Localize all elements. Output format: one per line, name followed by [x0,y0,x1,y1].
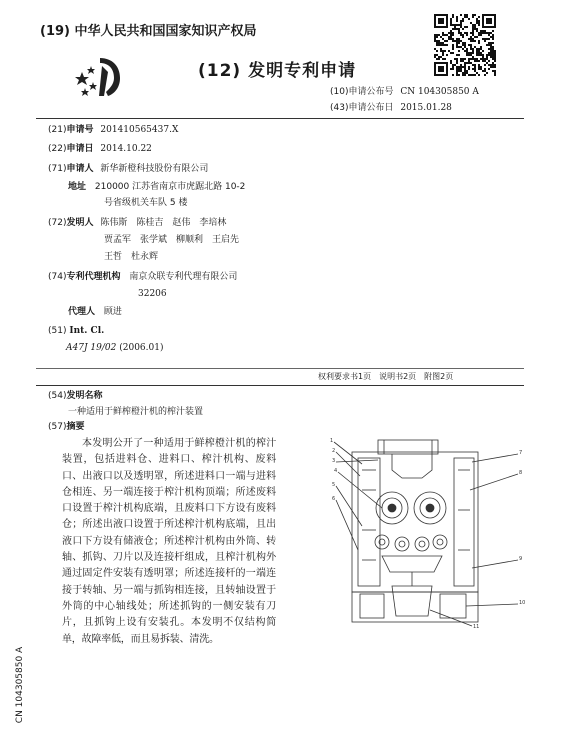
agent-row [68,306,122,318]
left-frame [358,458,380,586]
figure-label: 6 [332,496,336,502]
field-code: (71) [48,164,67,174]
biblio-divider [36,368,524,369]
field-code: (22) [48,144,67,154]
field-code: (74) [48,272,67,282]
int-cl-class: A47J 19/02 [66,343,117,353]
feed-chute [392,454,432,478]
field-label: 地址 [68,182,87,192]
figure-label: 9 [519,556,523,562]
application-date-row [48,143,152,155]
side-publication-number: CN 104305850 A [15,646,26,724]
inventors-line-3: 王哲 杜永辉 [104,252,159,262]
int-cl-class-row [66,342,163,354]
field-label: 发明人 [66,218,94,228]
field-label: 摘要 [66,422,85,432]
header-divider [36,118,524,119]
field-code: (54) [48,391,67,401]
pub-date-label: (43)申请公布日 [330,103,394,113]
doc-type-code: (12) [198,61,242,81]
figure-label: 11 [473,624,480,630]
field-label: 申请日 [66,144,94,154]
publication-date-row [330,102,452,114]
office-name: 中华人民共和国国家知识产权局 [74,24,257,39]
field-code: (21) [48,125,67,135]
field-label: 专利代理机构 [66,272,121,282]
field-code: (57) [48,422,67,432]
office-code: (19) [40,24,70,39]
application-number-row [48,124,178,136]
application-date: 2014.10.22 [100,144,152,154]
abstract-heading-row [48,421,85,433]
inventor-row [48,217,226,229]
figure-label: 2 [332,448,336,454]
storage-tank [392,586,432,616]
office-header [40,20,257,39]
doc-type-title: 发明专利申请 [248,61,357,81]
applicant-name: 新华新橙科技股份有限公司 [100,164,209,174]
field-label: 发明名称 [66,391,103,401]
title-heading-row [48,390,103,402]
field-label: 申请人 [66,164,94,174]
juicer-drawing [322,430,526,630]
publication-number-row [330,86,479,98]
pub-date-value: 2015.01.28 [400,103,452,113]
juice-collector [382,556,442,572]
waste-bin [440,594,466,618]
field-code: (51) [48,326,67,336]
int-cl-row [48,325,104,337]
right-frame [454,458,474,586]
qr-code-icon [434,14,496,76]
int-cl-year: (2006.01) [119,343,164,353]
address-line-1: 210000 江苏省南京市虎踞北路 10-2 [94,182,246,192]
agency-row [48,271,237,283]
agency-number: 32206 [138,289,167,299]
base-cabinet [352,592,478,622]
inventors-line-1: 陈伟斯 陈桂吉 赵伟 李培林 [100,218,227,228]
housing-outline [352,452,478,592]
figure-label: 5 [332,482,336,488]
address-line-2: 号省级机关车队 5 楼 [104,198,188,208]
field-code: (72) [48,218,67,228]
abstract-text: 本发明公开了一种适用于鲜榨橙汁机的榨汁装置，包括进料仓、进料口、榨汁机构、废料口、出液口以及透明罩，所述进料口一端与进料仓相连、另一端连接于榨汁机构顶端；所述废料口设置于榨汁机构底端，且废料口下方设有废料仓；所述出液口设置于所述榨汁机构底端，且出液口下方设有储液仓；所述榨汁机构由外筒、转轴、抓钩、刀片以及连接杆组成，且榨汁机构外通过固定件安装有透明罩；所述连接杆的一端连接于转轴、另一端与抓钩相连接，且转轴设置于外筒的中心轴线处；所述抓钩的一侧安装有刀片，且抓钩上设有安装孔。本发明不仅结构简单，故障率低，而且易拆装、清洗。 [62,438,276,645]
field-label: 申请号 [66,125,94,135]
inventors-line-2: 贾孟军 张学斌 柳顺利 王启先 [104,235,240,245]
figure-label: 3 [332,458,336,464]
field-label: Int. Cl. [69,326,105,336]
field-label: 代理人 [68,307,96,317]
figure-label: 7 [519,450,523,456]
figure-label: 4 [334,468,338,474]
figure-label: 1 [330,438,334,444]
agent-name: 顾进 [103,307,122,317]
figure-label: 8 [519,470,523,476]
invention-title: 一种适用于鲜榨橙汁机的榨汁装置 [68,407,204,417]
application-number: 201410565437.X [100,125,179,135]
figure-label: 10 [519,600,526,606]
pages-count: 权利要求书1页 说明书2页 附图2页 [318,372,454,381]
pages-divider [36,385,524,386]
agency-name: 南京众联专利代理有限公司 [129,272,238,282]
applicant-row [48,163,208,175]
cnipa-logo-icon [72,52,132,100]
doc-type-header [198,56,356,81]
pub-no-value: CN 104305850 A [400,87,479,97]
address-row [68,181,245,193]
pub-no-label: (10)申请公布号 [330,87,394,97]
